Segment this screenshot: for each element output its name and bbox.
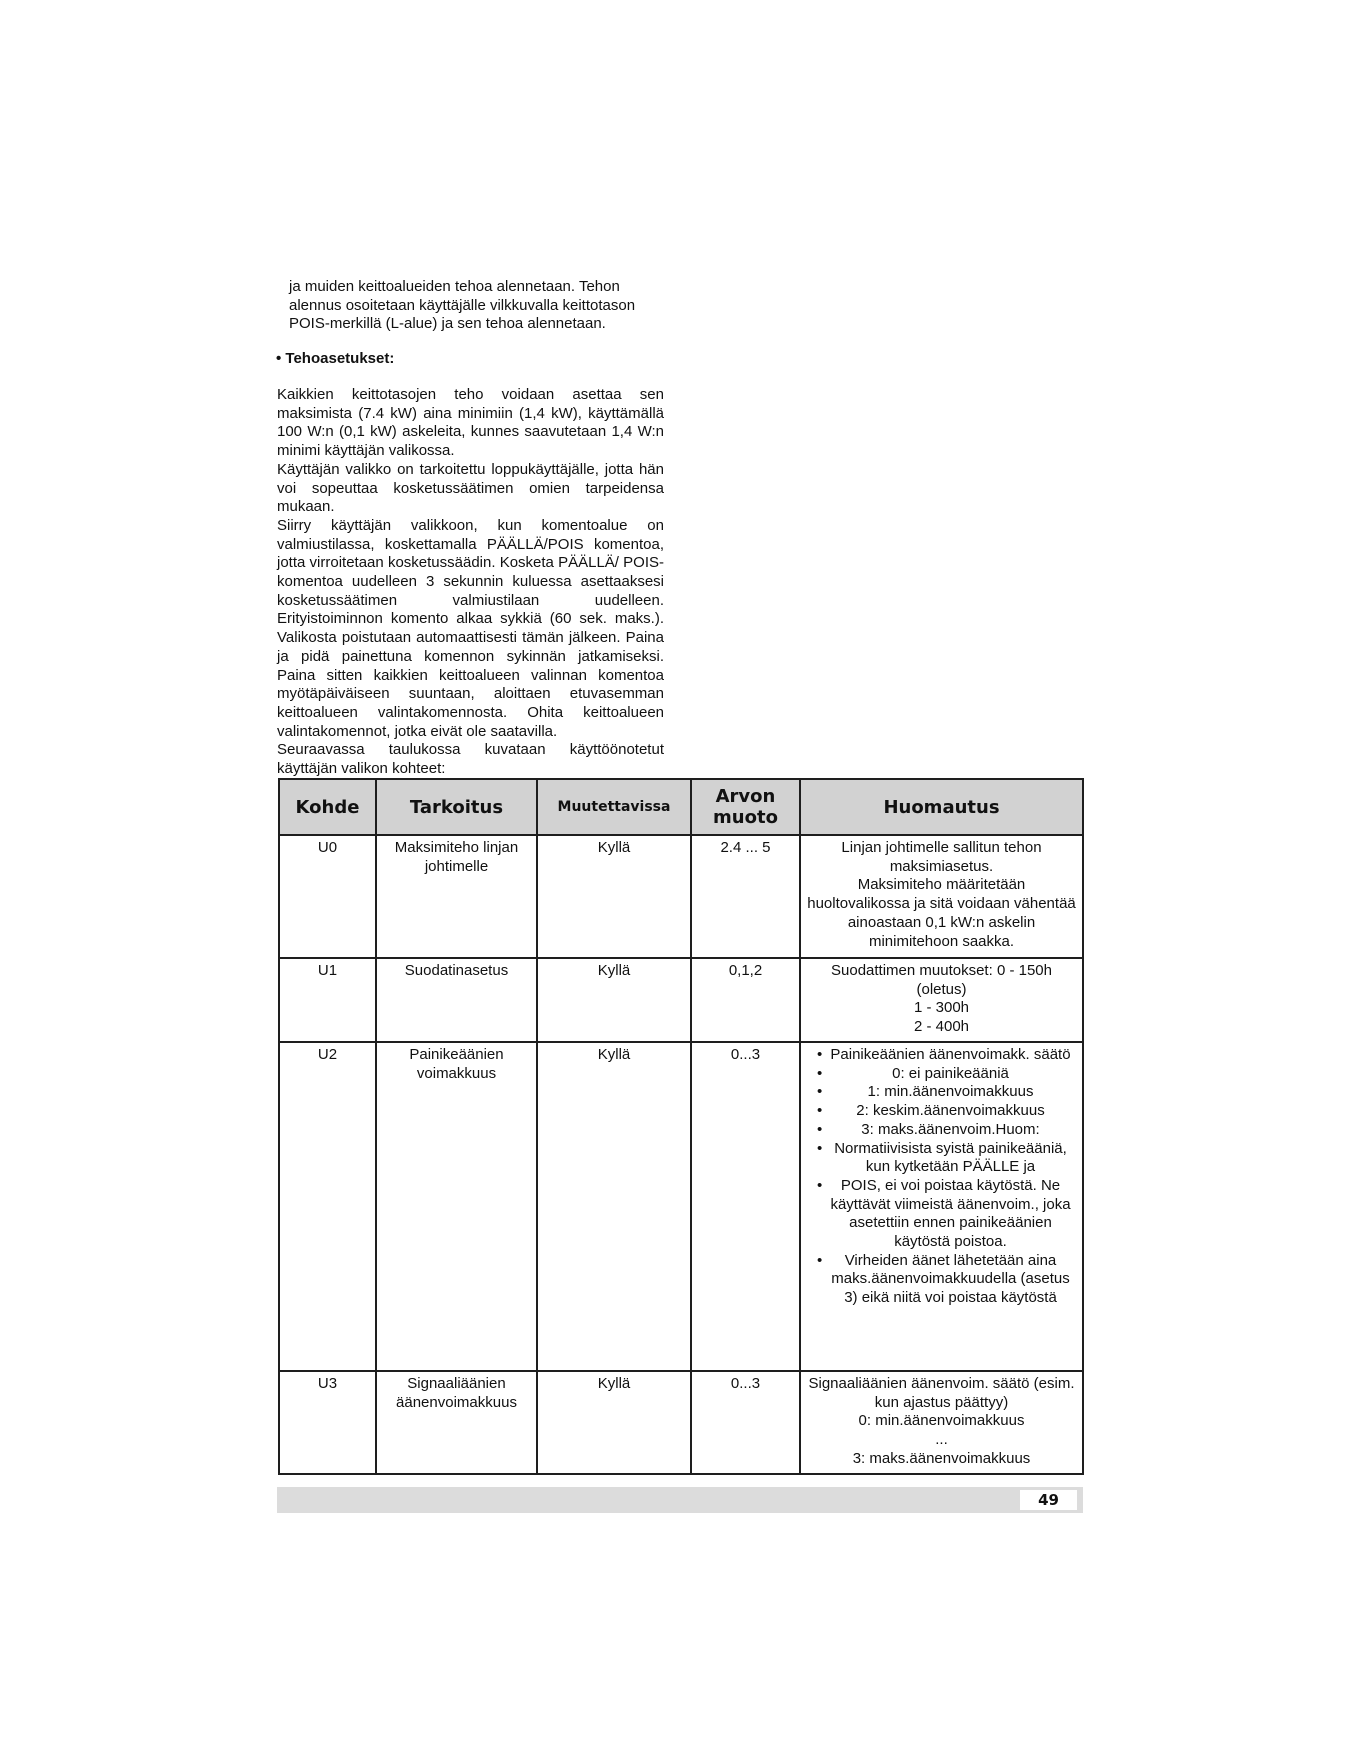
cell-huomautus [800, 835, 1083, 958]
note-line: 2 - 400h [913, 1018, 970, 1036]
cell-tarkoitus: Signaaliäänien äänenvoimakkuus [376, 1371, 537, 1474]
cell-muutettavissa: Kyllä [537, 958, 691, 1042]
page-number: 49 [1020, 1490, 1077, 1510]
cell-arvon-muoto: 0,1,2 [691, 958, 800, 1042]
paragraph-user-menu: Käyttäjän valikko on tarkoitettu loppukäyttäjälle, jotta hän voi sopeuttaa kosketussäätimen omien tarpeidensa mukaan. [277, 460, 664, 516]
header-tarkoitus: Tarkoitus [376, 779, 537, 835]
note-line: Signaaliäänien äänenvoim. säätö (esim. kun ajastus päättyy) [808, 1375, 1075, 1411]
intro-paragraph: ja muiden keittoalueiden tehoa alennetaan. Tehon alennus osoitetaan käyttäjälle vilkkuvalla keittotason POIS-merkillä (L-alue) ja sen tehoa alennetaan. [289, 278, 636, 333]
table-header-row [279, 779, 1083, 835]
note-line: Linjan johtimelle sallitun tehon maksimiasetus. [841, 839, 1042, 875]
note-line: 3: maks.äänenvoimakkuus [852, 1449, 1031, 1467]
cell-tarkoitus: Suodatinasetus [376, 958, 537, 1042]
note-bullet: • Normatiivisista syistä painikeääniä, kun kytketään PÄÄLLE ja [807, 1140, 1076, 1177]
paragraph-table-intro: Seuraavassa taulukossa kuvataan käyttöönotetut käyttäjän valikon kohteet: [277, 741, 664, 778]
note-bullet: • 3: maks.äänenvoim.Huom: [807, 1121, 1076, 1140]
cell-huomautus [800, 1371, 1083, 1474]
note-bullet: • 2: keskim.äänenvoimakkuus [807, 1102, 1076, 1121]
note-line: 0: min.äänenvoimakkuus [858, 1412, 1025, 1430]
header-kohde: Kohde [279, 779, 376, 835]
note-line: ... [935, 1431, 948, 1449]
note-bullet: • Painikeäänien äänenvoimakk. säätö [807, 1046, 1076, 1065]
note-bullet: • 1: min.äänenvoimakkuus [807, 1083, 1076, 1102]
cell-muutettavissa: Kyllä [537, 835, 691, 958]
cell-arvon-muoto: 0...3 [691, 1371, 800, 1474]
note-bullet: • 0: ei painikeääniä [807, 1065, 1076, 1084]
cell-tarkoitus: Maksimiteho linjan johtimelle [376, 835, 537, 958]
note-line: 1 - 300h [913, 999, 970, 1017]
note-line: Suodattimen muutokset: 0 - 150h (oletus) [831, 962, 1052, 998]
note-bullet-list [807, 1046, 1076, 1308]
table-row-u3 [279, 1371, 1083, 1474]
cell-kohde: U2 [279, 1042, 376, 1371]
cell-muutettavissa: Kyllä [537, 1042, 691, 1371]
footer-bar [277, 1487, 1083, 1513]
paragraph-menu-access: Siirry käyttäjän valikkoon, kun komentoalue on valmiustilassa, koskettamalla PÄÄLLÄ/POIS komentoa, jotta virroitetaan kosketussäädin. Kosketa PÄÄLLÄ/ POIS-komentoa uudelleen 3 sekunnin kuluessa asettaaksesi kosketussäätimen valmiustilaan uudelleen. Erityistoiminnon komento alkaa sykkiä (60 sek. maks.). Valikosta poistutaan automaattisesti tämän jälkeen. Paina ja pidä painettuna komennon sykinnän jatkamiseksi. Paina sitten kaikkien keittoalueen valinnan komentoa myötäpäiväiseen suuntaan, aloittaen etuvasemman keittoalueen valintakomennosta. Ohita keittoalueen valintakomennot, jotka eivät ole saatavilla. [277, 516, 664, 740]
body-text [277, 386, 664, 779]
table-row-u2 [279, 1042, 1083, 1371]
user-menu-table [278, 778, 1084, 1475]
header-huomautus: Huomautus [800, 779, 1083, 835]
note-bullet: • Virheiden äänet lähetetään aina maks.äänenvoimakkuudella (asetus 3) eikä niitä voi poistaa käytöstä [807, 1252, 1076, 1308]
cell-kohde: U1 [279, 958, 376, 1042]
cell-tarkoitus: Painikeäänien voimakkuus [376, 1042, 537, 1371]
table-row-u0 [279, 835, 1083, 958]
cell-huomautus [800, 958, 1083, 1042]
header-muutettavissa: Muutettavissa [537, 779, 691, 835]
paragraph-power: Kaikkien keittotasojen teho voidaan asettaa sen maksimista (7.4 kW) aina minimiin (1,4 kW), käyttämällä 100 W:n (0,1 kW) askeleita, kunnes saavutetaan 1,4 W:n minimi käyttäjän valikossa. [277, 386, 664, 460]
cell-kohde: U3 [279, 1371, 376, 1474]
note-bullet: • POIS, ei voi poistaa käytöstä. Ne käyttävät viimeistä äänenvoim., joka asetettiin ennen painikeäänien käytöstä poistoa. [807, 1177, 1076, 1252]
table-row-u1 [279, 958, 1083, 1042]
cell-kohde: U0 [279, 835, 376, 958]
section-title: • Tehoasetukset: [276, 350, 395, 367]
cell-arvon-muoto: 0...3 [691, 1042, 800, 1371]
cell-muutettavissa: Kyllä [537, 1371, 691, 1474]
cell-huomautus [800, 1042, 1083, 1371]
cell-arvon-muoto: 2.4 ... 5 [691, 835, 800, 958]
note-line: Maksimiteho määritetään huoltovalikossa ja sitä voidaan vähentää ainoastaan 0,1 kW:n askelin minimitehoon saakka. [807, 876, 1076, 950]
header-arvon-muoto: Arvon muoto [691, 779, 800, 835]
